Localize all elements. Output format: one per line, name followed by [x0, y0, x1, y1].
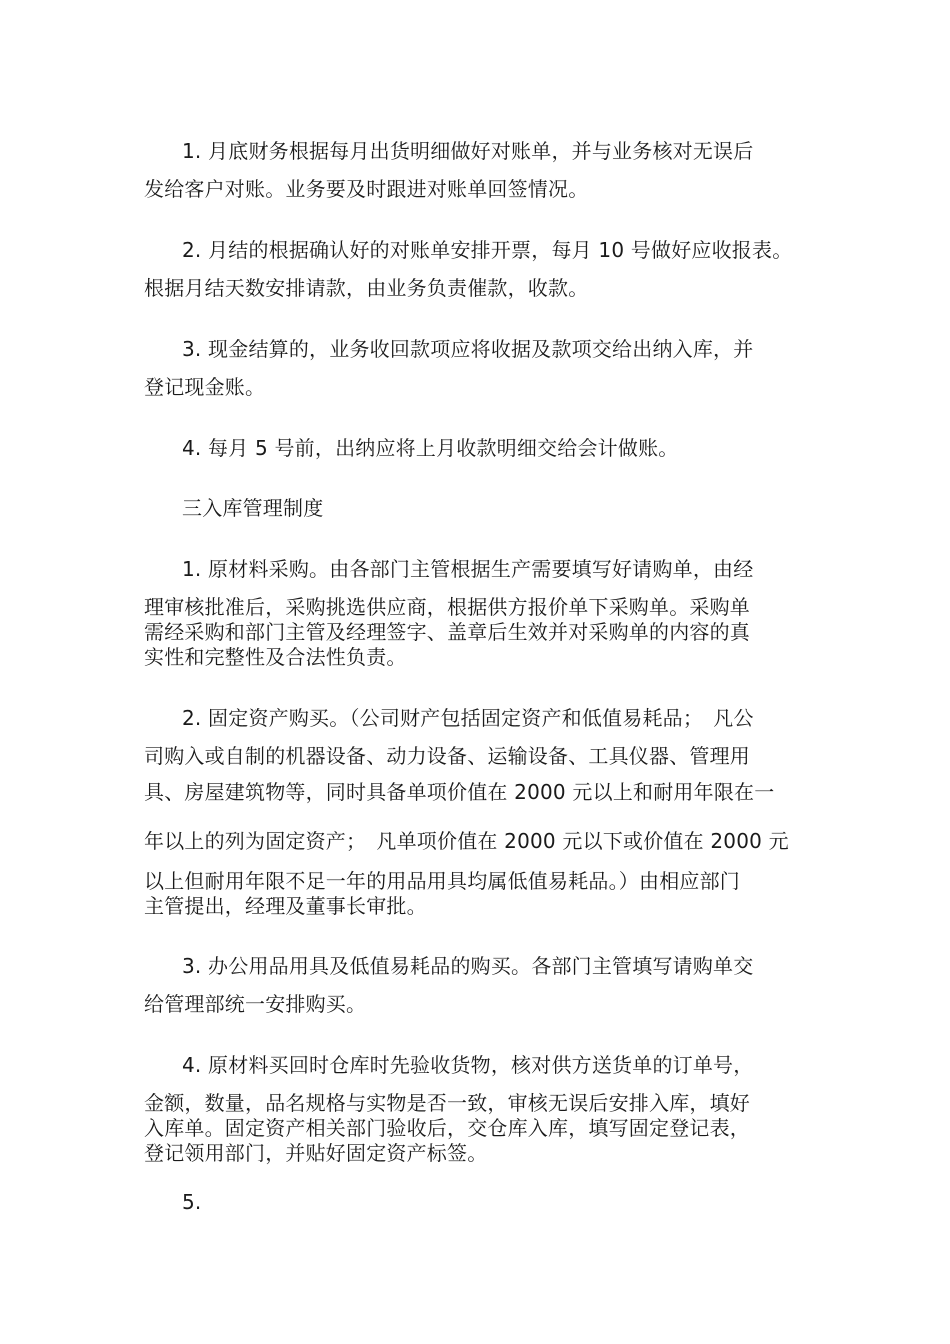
paragraph-6-line-5: 以上但耐用年限不足一年的用品用具均属低值易耗品。）由相应部门 [144, 869, 740, 893]
paragraph-2-line-2: 根据月结天数安排请款，由业务负责催款，收款。 [144, 276, 589, 300]
paragraph-5-line-1: 1. 原材料采购。由各部门主管根据生产需要填写好请购单，由经 [182, 557, 754, 581]
paragraph-8-line-4: 登记领用部门，并贴好固定资产标签。 [144, 1141, 488, 1165]
paragraph-1-line-1: 1. 月底财务根据每月出货明细做好对账单，并与业务核对无误后 [182, 139, 754, 163]
paragraph-2-line-1: 2. 月结的根据确认好的对账单安排开票，每月 10 号做好应收报表。 [182, 238, 793, 262]
paragraph-8-line-1: 4. 原材料买回时仓库时先验收货物，核对供方送货单的订单号， [182, 1053, 754, 1077]
paragraph-6-line-6: 主管提出，经理及董事长审批。 [144, 894, 427, 918]
paragraph-8-line-3: 入库单。固定资产相关部门验收后，交仓库入库，填写固定登记表， [144, 1116, 750, 1140]
paragraph-5-line-3: 需经采购和部门主管及经理签字、盖章后生效并对采购单的内容的真 [144, 620, 750, 644]
paragraph-3-line-1: 3. 现金结算的，业务收回款项应将收据及款项交给出纳入库，并 [182, 337, 754, 361]
paragraph-5-line-2: 理审核批准后，采购挑选供应商，根据供方报价单下采购单。采购单 [144, 595, 750, 619]
paragraph-6-line-4: 年以上的列为固定资产； 凡单项价值在 2000 元以下或价值在 2000 元 [144, 829, 789, 853]
section-heading: 三入库管理制度 [182, 496, 324, 520]
paragraph-6-line-2: 司购入或自制的机器设备、动力设备、运输设备、工具仪器、管理用 [144, 744, 750, 768]
paragraph-4-line-1: 4. 每月 5 号前，出纳应将上月收款明细交给会计做账。 [182, 436, 679, 460]
paragraph-8-line-2: 金额，数量，品名规格与实物是否一致，审核无误后安排入库，填好 [144, 1091, 750, 1115]
paragraph-6-line-1: 2. 固定资产购买。（公司财产包括固定资产和低值易耗品； 凡公 [182, 706, 754, 730]
paragraph-9-line-1: 5. [182, 1190, 202, 1214]
paragraph-7-line-1: 3. 办公用品用具及低值易耗品的购买。各部门主管填写请购单交 [182, 954, 754, 978]
paragraph-3-line-2: 登记现金账。 [144, 375, 266, 399]
paragraph-6-line-3: 具、房屋建筑物等，同时具备单项价值在 2000 元以上和耐用年限在一 [144, 780, 775, 804]
paragraph-7-line-2: 给管理部统一安排购买。 [144, 992, 367, 1016]
paragraph-5-line-4: 实性和完整性及合法性负责。 [144, 645, 407, 669]
paragraph-1-line-2: 发给客户对账。业务要及时跟进对账单回签情况。 [144, 177, 589, 201]
